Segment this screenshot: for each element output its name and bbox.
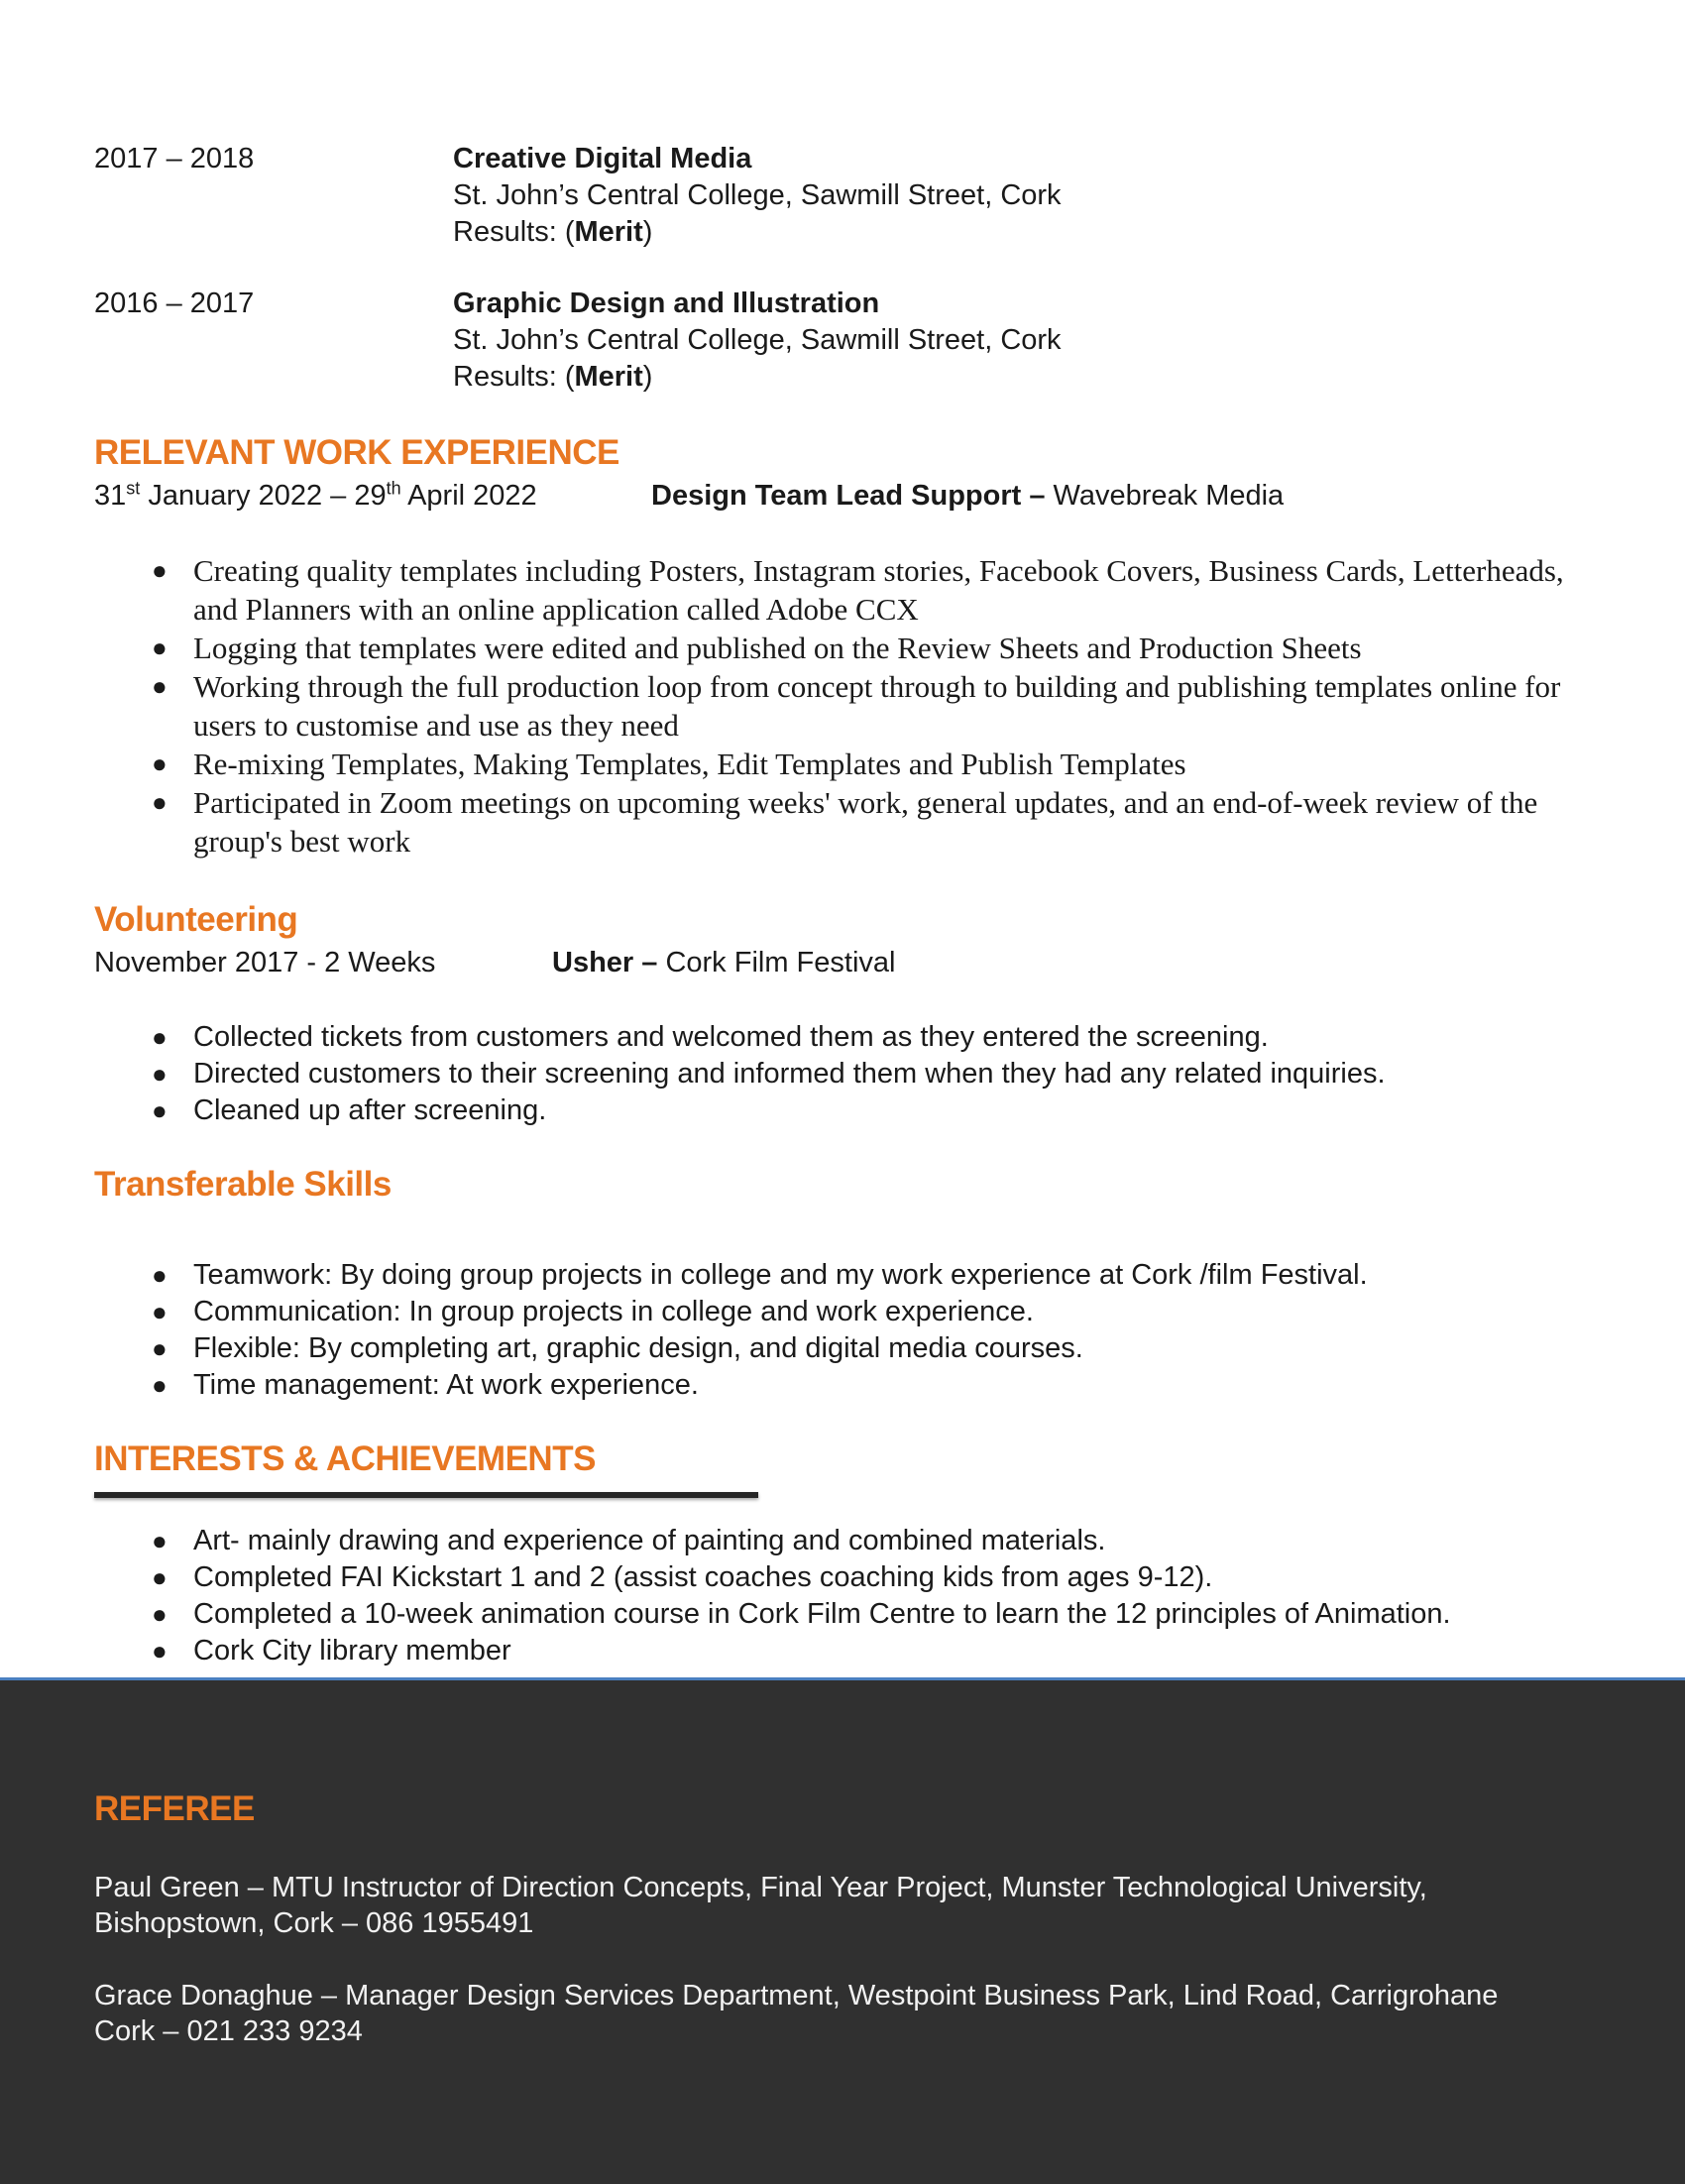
bullet-icon: ●	[152, 633, 168, 662]
bullet-icon: ●	[152, 1059, 168, 1089]
bullet-icon: ●	[152, 1526, 168, 1555]
list-item: ● Cork City library member	[94, 1633, 1581, 1669]
skills-heading: Transferable Skills	[94, 1165, 392, 1204]
course-title: Graphic Design and Illustration	[453, 287, 880, 319]
referee-heading: REFEREE	[94, 1789, 255, 1828]
volunteering-bullet-list	[94, 1019, 1581, 1129]
work-bullet-list	[94, 551, 1581, 861]
course-title: Creative Digital Media	[453, 143, 752, 174]
interests-heading: INTERESTS & ACHIEVEMENTS	[94, 1439, 596, 1478]
bullet-icon: ●	[152, 749, 168, 778]
bullet-icon: ●	[152, 672, 168, 701]
bullet-icon: ●	[152, 1333, 168, 1363]
list-item: ● Re-mixing Templates, Making Templates, Edit Templates and Publish Templates	[152, 747, 1186, 781]
list-item: ● Art- mainly drawing and experience of painting and combined materials.	[94, 1523, 1581, 1559]
list-item: ● Completed a 10-week animation course in Cork Film Centre to learn the 12 principles of Animation.	[94, 1596, 1581, 1633]
list-item: ● Time management: At work experience.	[94, 1367, 1581, 1404]
education-entry-1	[453, 141, 1062, 251]
list-item: ● Working through the full production loop from concept through to building and publishing templates online for users to customise and use as they need	[152, 669, 1561, 743]
results: Results: (Merit)	[453, 216, 653, 248]
volunteering-date: November 2017 - 2 Weeks	[94, 947, 436, 978]
work-dates: 31st January 2022 – 29th April 2022	[94, 478, 537, 512]
bullet-icon: ●	[152, 1297, 168, 1326]
bullet-icon: ●	[152, 788, 168, 817]
bullet-icon: ●	[152, 1370, 168, 1400]
list-item: ● Collected tickets from customers and welcomed them as they entered the screening.	[94, 1019, 1581, 1056]
bullet-icon: ●	[152, 1095, 168, 1125]
bullet-icon: ●	[152, 556, 168, 585]
list-item: ● Creating quality templates including Posters, Instagram stories, Facebook Covers, Business Cards, Letterheads, and Planners with an online application called Adobe CCX	[152, 553, 1564, 627]
referee-entry-2: Grace Donaghue – Manager Design Services Department, Westpoint Business Park, Lind Road, Carrigrohane Cork – 021 233 9234	[94, 1980, 1499, 2047]
list-item: ● Participated in Zoom meetings on upcoming weeks' work, general updates, and an end-of-week review of the group's best work	[152, 785, 1538, 859]
education-years-2: 2016 – 2017	[94, 287, 255, 319]
school-name: St. John’s Central College, Sawmill Street, Cork	[453, 179, 1062, 211]
bullet-icon: ●	[152, 1599, 168, 1629]
bullet-icon: ●	[152, 1260, 168, 1290]
bullet-icon: ●	[152, 1022, 168, 1052]
referee-entry-1: Paul Green – MTU Instructor of Direction Concepts, Final Year Project, Munster Technological University, Bishopstown, Cork – 086 1955491	[94, 1872, 1427, 1939]
results: Results: (Merit)	[453, 361, 653, 393]
referee-footer	[0, 1677, 1685, 2184]
skills-bullet-list	[94, 1257, 1581, 1404]
list-item: ● Directed customers to their screening and informed them when they had any related inquiries.	[94, 1056, 1581, 1092]
volunteering-role: Usher – Cork Film Festival	[552, 947, 896, 978]
list-item: ● Logging that templates were edited and published on the Review Sheets and Production Sheets	[152, 631, 1362, 665]
school-name: St. John’s Central College, Sawmill Street, Cork	[453, 324, 1062, 356]
work-role: Design Team Lead Support – Wavebreak Media	[651, 480, 1285, 512]
work-heading: RELEVANT WORK EXPERIENCE	[94, 433, 619, 472]
bullet-icon: ●	[152, 1562, 168, 1592]
section-divider	[94, 1492, 758, 1498]
bullet-icon: ●	[152, 1636, 168, 1666]
list-item: ● Completed FAI Kickstart 1 and 2 (assist coaches coaching kids from ages 9-12).	[94, 1559, 1581, 1596]
volunteering-heading: Volunteering	[94, 900, 298, 939]
list-item: ● Teamwork: By doing group projects in college and my work experience at Cork /film Festival.	[94, 1257, 1581, 1294]
list-item: ● Communication: In group projects in college and work experience.	[94, 1294, 1581, 1330]
list-item: ● Cleaned up after screening.	[94, 1092, 1581, 1129]
interests-bullet-list	[94, 1523, 1581, 1669]
education-entry-2	[453, 286, 1062, 396]
list-item: ● Flexible: By completing art, graphic design, and digital media courses.	[94, 1330, 1581, 1367]
education-years-1: 2017 – 2018	[94, 143, 255, 174]
